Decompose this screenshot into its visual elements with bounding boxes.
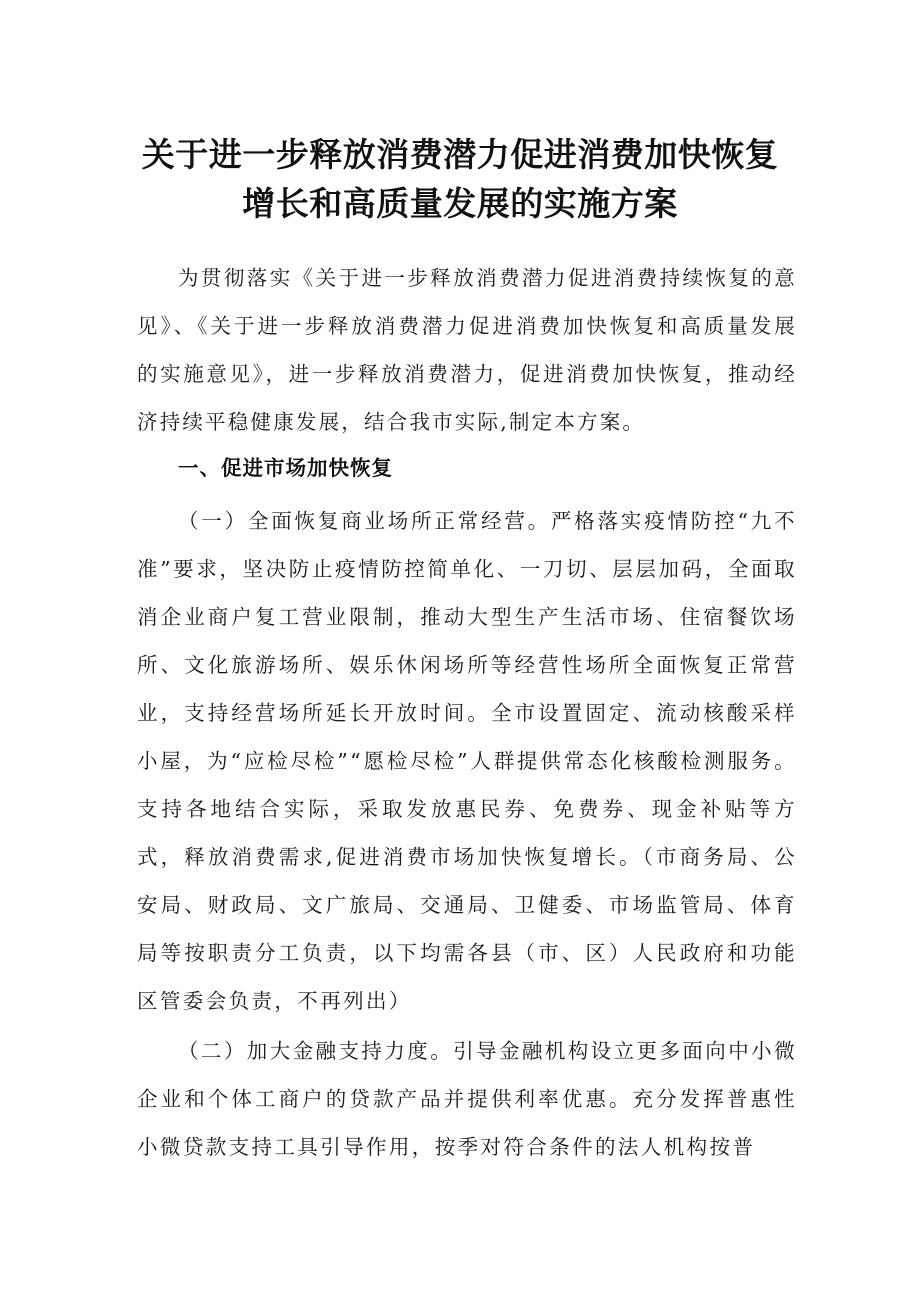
item-2-paragraph: （二）加大金融支持力度。引导金融机构设立更多面向中小微企业和个体工商户的贷款产品并提供利率优惠。充分发挥普惠性小微贷款支持工具引导作用，按季对符合条件的法人机构按普: [137, 1039, 797, 1159]
document-title-line-2: 增长和高质量发展的实施方案: [242, 184, 678, 223]
intro-paragraph: 为贯彻落实《关于进一步释放消费潜力促进消费持续恢复的意见》、《关于进一步释放消费潜力促进消费加快恢复和高质量发展的实施意见》，进一步释放消费潜力，促进消费加快恢复，推动经济持续平稳健康发展，结合我市实际,制定本方案。: [137, 266, 797, 434]
document-title-line-1: 关于进一步释放消费潜力促进消费加快恢复: [141, 135, 779, 174]
section-1-heading: 一、促进市场加快恢复: [178, 456, 393, 480]
item-1-paragraph: （一）全面恢复商业场所正常经营。严格落实疫情防控“九不准”要求，坚决防止疫情防控简单化、一刀切、层层加码，全面取消企业商户复工营业限制，推动大型生产生活市场、住宿餐饮场所、文化旅游场所、娱乐休闲场所等经营性场所全面恢复正常营业，支持经营场所延长开放时间。全市设置固定、流动核酸采样小屋，为“应检尽检”“愿检尽检”人群提供常态化核酸检测服务。支持各地结合实际，采取发放惠民券、免费券、现金补贴等方式，释放消费需求,促进消费市场加快恢复增长。（市商务局、公安局、财政局、文广旅局、交通局、卫健委、市场监管局、体育局等按职责分工负责，以下均需各县（市、区）人民政府和功能区管委会负责，不再列出）: [137, 509, 797, 1013]
